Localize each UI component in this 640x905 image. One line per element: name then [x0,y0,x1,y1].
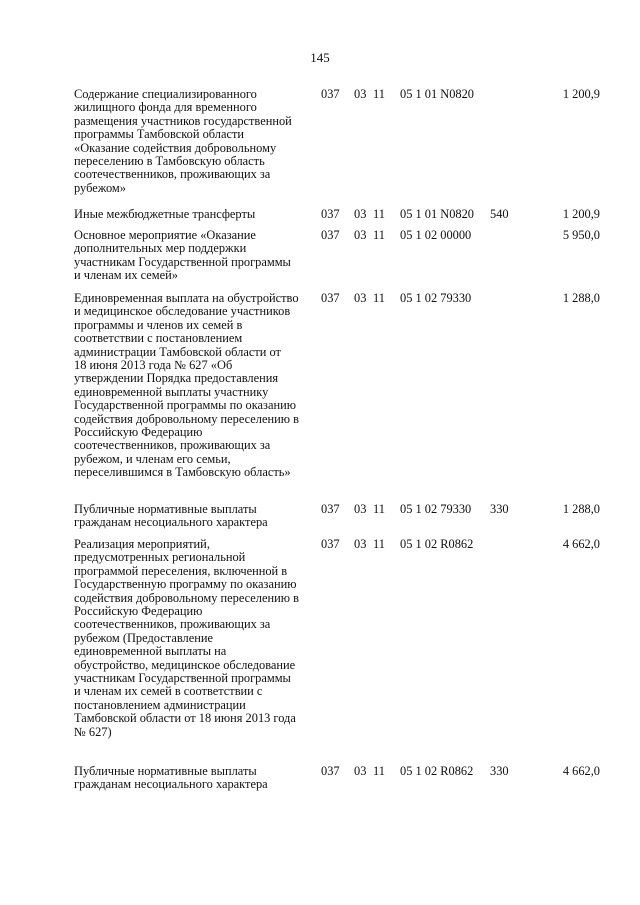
row-target-code: 05 1 02 R0862 [400,764,474,778]
row-ved-code: 037 [321,207,340,221]
row-section-code: 03 [354,502,367,516]
row-section-code: 03 [354,87,367,101]
row-description: Основное мероприятие «Оказание дополнительных мер поддержки участникам Государственной программы и членам их семей» [74,228,291,283]
row-ved-code: 037 [321,502,340,516]
row-description: Содержание специализированного жилищного фонда для временного размещения участников государственной программы Тамбовской области «Оказание содействия добровольному переселению в Тамбовскую область соотечественников, проживающих за рубежом» [74,87,292,195]
row-ved-code: 037 [321,291,340,305]
row-amount: 1 200,9 [562,87,600,101]
row-amount: 4 662,0 [562,537,600,551]
row-expense-type: 330 [490,764,509,778]
row-section-code: 03 [354,764,367,778]
row-amount: 1 288,0 [562,502,600,516]
row-section-code: 03 [354,207,367,221]
row-ved-code: 037 [321,537,340,551]
row-target-code: 05 1 01 N0820 [400,87,474,101]
row-subsection-code: 11 [373,537,385,551]
row-description: Иные межбюджетные трансферты [74,207,256,221]
row-subsection-code: 11 [373,207,385,221]
row-subsection-code: 11 [373,502,385,516]
row-amount: 5 950,0 [562,228,600,242]
row-target-code: 05 1 02 79330 [400,291,472,305]
row-ved-code: 037 [321,764,340,778]
row-expense-type: 540 [490,207,509,221]
row-subsection-code: 11 [373,764,385,778]
row-amount: 4 662,0 [562,764,600,778]
row-ved-code: 037 [321,228,340,242]
row-description: Публичные нормативные выплаты гражданам несоциального характера [74,502,268,530]
row-subsection-code: 11 [373,291,385,305]
row-description: Публичные нормативные выплаты гражданам несоциального характера [74,764,268,792]
row-subsection-code: 11 [373,228,385,242]
row-section-code: 03 [354,228,367,242]
row-target-code: 05 1 01 N0820 [400,207,474,221]
row-amount: 1 200,9 [562,207,600,221]
row-expense-type: 330 [490,502,509,516]
row-ved-code: 037 [321,87,340,101]
row-target-code: 05 1 02 R0862 [400,537,474,551]
row-amount: 1 288,0 [562,291,600,305]
row-section-code: 03 [354,291,367,305]
page-number: 145 [310,50,330,65]
row-description: Реализация мероприятий, предусмотренных региональной программой переселения, включенной в Государственную программу по оказанию содействия добровольному переселению в Российскую Федерацию соотечественников, проживающих за рубежом (Предоставление единовременной выплаты на обустройство, медицинское обследование участникам Государственной программы и членам их семей в соответствии с постановлением администрации Тамбовской области от 18 июня 2013 года № 627) [74,537,299,739]
row-target-code: 05 1 02 79330 [400,502,472,516]
row-subsection-code: 11 [373,87,385,101]
row-description: Единовременная выплата на обустройство и медицинское обследование участников программы и членов их семей в соответствии с постановлением администрации Тамбовской области от 18 июня 2013 года № 627 «Об утверждении Порядка предоставления единовременной выплаты участнику Государственной программы по оказанию содействия добровольному переселению в Российскую Федерацию соотечественников, проживающих за рубежом, и членам его семьи, переселившимся в Тамбовскую область» [74,291,299,480]
row-section-code: 03 [354,537,367,551]
row-target-code: 05 1 02 00000 [400,228,472,242]
